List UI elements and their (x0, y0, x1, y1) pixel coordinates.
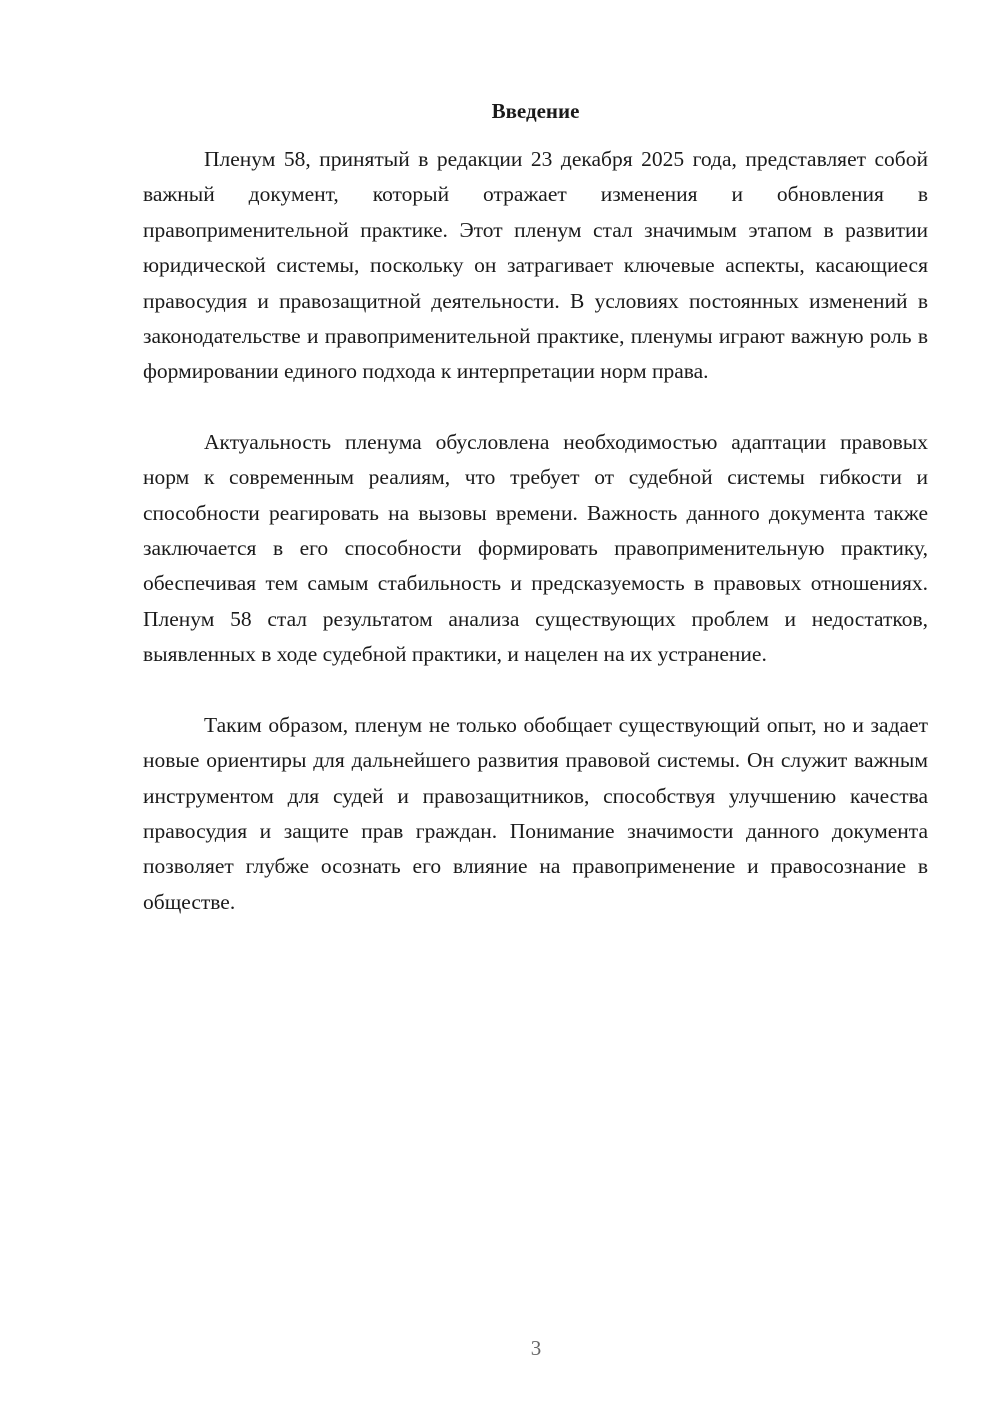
section-heading: Введение (491, 99, 580, 123)
paragraph-1: Пленум 58, принятый в редакции 23 декабря 2025 года, представляет собой важный документ, который отражает изменения и обновления в правоприменительной практике. Этот пленум стал значимым этапом в развитии юридической системы, поскольку он затрагивает ключевые аспекты, касающиеся правосудия и правозащитной деятельности. В условиях постоянных изменений в законодательстве и правоприменительной практике, пленумы играют важную роль в формировании единого подхода к интерпретации норм права. (143, 147, 928, 384)
body-text (143, 142, 928, 955)
paragraph-3: Таким образом, пленум не только обобщает существующий опыт, но и задает новые ориентиры для дальнейшего развития правовой системы. Он служит важным инструментом для судей и правозащитников, способствуя улучшению качества правосудия и защите прав граждан. Понимание значимости данного документа позволяет глубже осознать его влияние на правоприменение и правосознание в обществе. (143, 712, 928, 914)
page-number: 3 (530, 1336, 542, 1360)
paragraph-2: Актуальность пленума обусловлена необходимостью адаптации правовых норм к современным реалиям, что требует от судебной системы гибкости и способности реагировать на вызовы времени. Важность данного документа также заключается в его способности формировать правоприменительную практику, обеспечивая тем самым стабильность и предсказуемость в правовых отношениях. Пленум 58 стал результатом анализа существующих проблем и недостатков, выявленных в ходе судебной практики, и нацелен на их устранение. (143, 429, 928, 667)
